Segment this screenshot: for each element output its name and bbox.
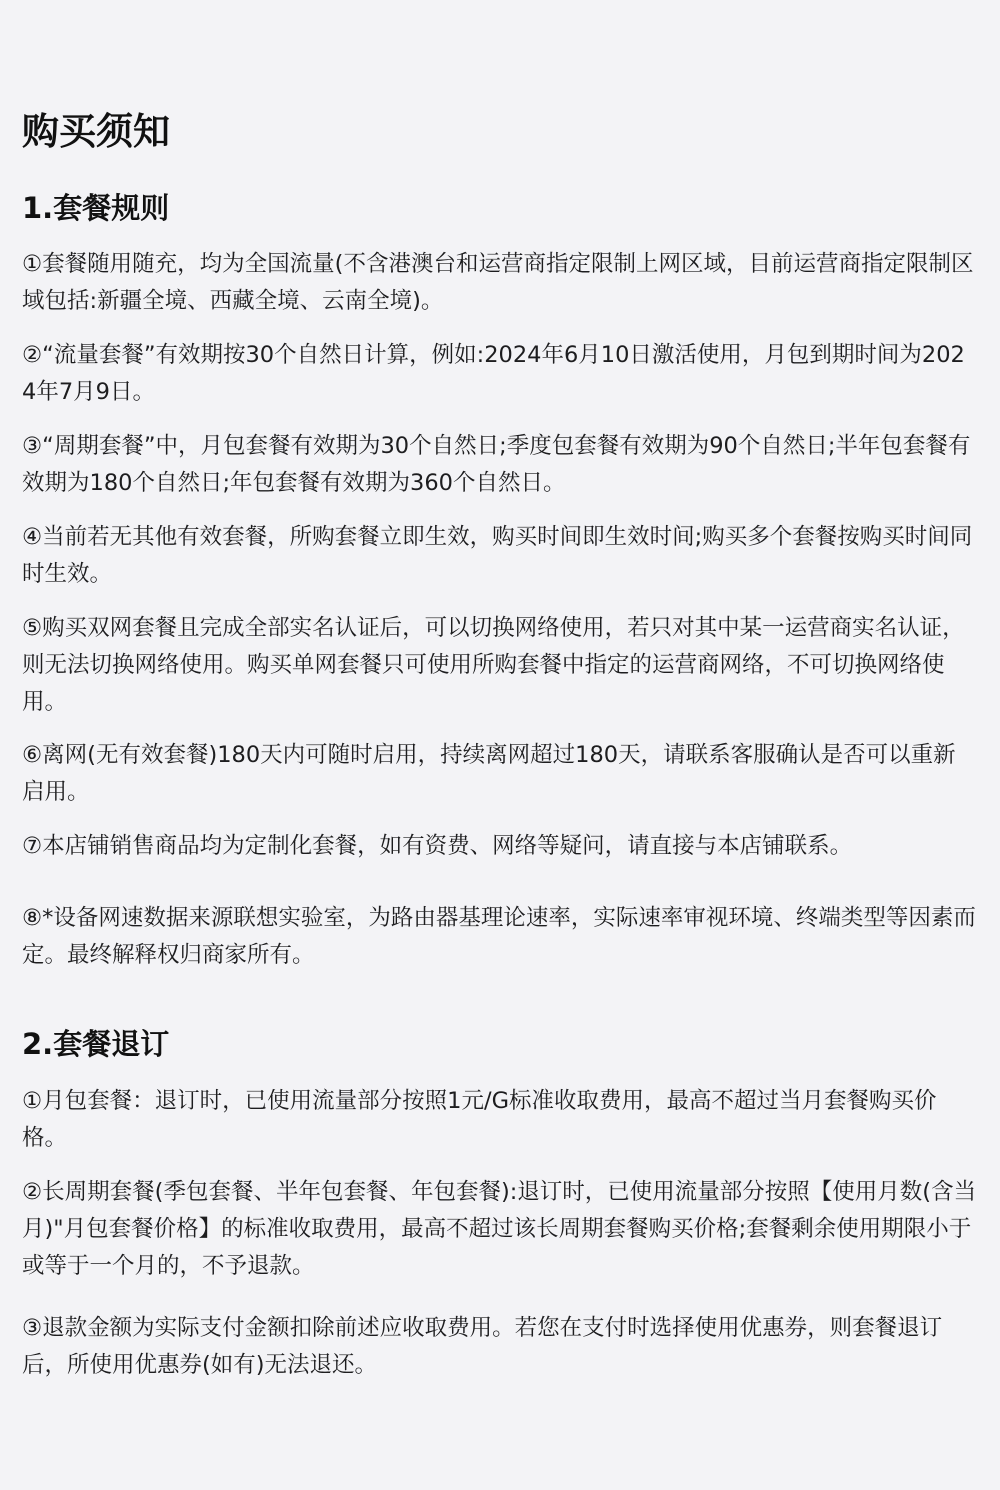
rule-item-6: ⑥离网(无有效套餐)180天内可随时启用，持续离网超过180天，请联系客服确认是否可以重新启用。: [22, 742, 956, 805]
rule-item-3: ③“周期套餐”中，月包套餐有效期为30个自然日;季度包套餐有效期为90个自然日;半年包套餐有效期为180个自然日;年包套餐有效期为360个自然日。: [22, 433, 971, 496]
rule-item-8: ⑧*设备网速数据来源联想实验室，为路由器基理论速率，实际速率审视环境、终端类型等因素而定。最终解释权归商家所有。: [22, 905, 976, 968]
section-heading-package-rules: 1.套餐规则: [22, 191, 170, 225]
rule-item-4: ④当前若无其他有效套餐，所购套餐立即生效，购买时间即生效时间;购买多个套餐按购买时间同时生效。: [22, 524, 973, 587]
cancel-item-3: ③退款金额为实际支付金额扣除前述应收取费用。若您在支付时选择使用优惠券，则套餐退订后，所使用优惠券(如有)无法退还。: [22, 1315, 943, 1378]
cancel-item-2: ②长周期套餐(季包套餐、半年包套餐、年包套餐):退订时，已使用流量部分按照【使用月数(含当月)"月包套餐价格】的标准收取费用，最高不超过该长周期套餐购买价格;套餐剩余使用期限小于或等于一个月的，不予退款。: [22, 1179, 977, 1279]
rule-item-5: ⑤购买双网套餐且完成全部实名认证后，可以切换网络使用，若只对其中某一运营商实名认证，则无法切换网络使用。购买单网套餐只可使用所购套餐中指定的运营商网络，不可切换网络使用。: [22, 615, 965, 715]
cancel-item-1: ①月包套餐：退订时，已使用流量部分按照1元/G标准收取费用，最高不超过当月套餐购买价格。: [22, 1088, 937, 1151]
section-heading-package-cancellation: 2.套餐退订: [22, 1027, 170, 1061]
rule-item-2: ②“流量套餐”有效期按30个自然日计算，例如:2024年6月10日激活使用，月包到期时间为2024年7月9日。: [22, 342, 965, 405]
rule-item-1: ①套餐随用随充，均为全国流量(不含港澳台和运营商指定限制上网区域，目前运营商指定限制区域包括:新疆全境、西藏全境、云南全境)。: [22, 251, 974, 314]
rule-item-7: ⑦本店铺销售商品均为定制化套餐，如有资费、网络等疑问，请直接与本店铺联系。: [22, 833, 853, 859]
page-title: 购买须知: [22, 110, 170, 153]
